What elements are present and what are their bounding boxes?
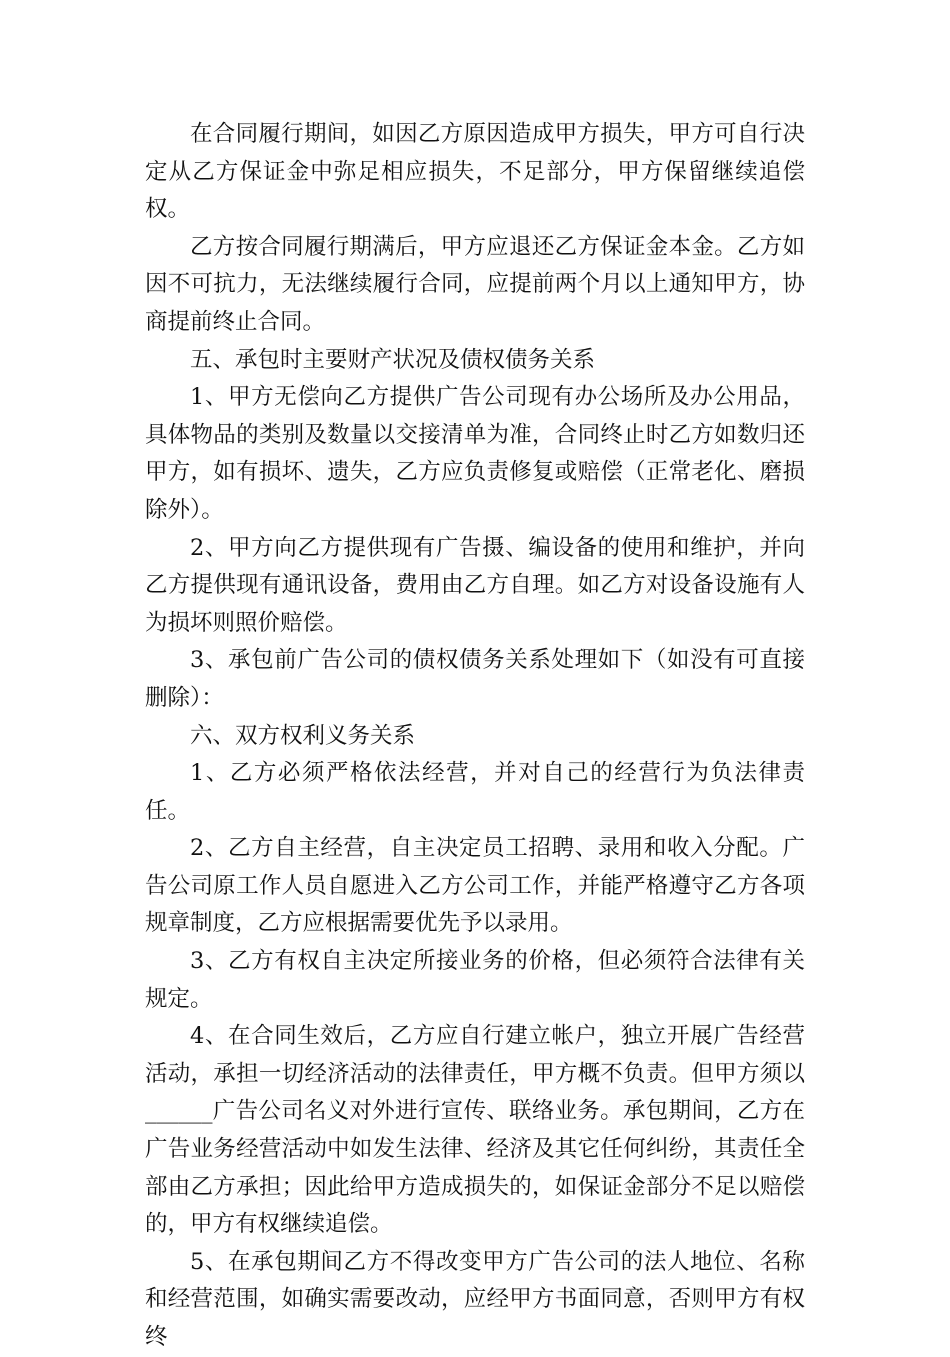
paragraph-deposit-compensation: 在合同履行期间，如因乙方原因造成甲方损失，甲方可自行决定从乙方保证金中弥足相应损失，不足部分，甲方保留继续追偿权。 <box>145 121 805 223</box>
paragraph-five-item-3: 3、承包前广告公司的债权债务关系处理如下（如没有可直接删除）： <box>145 647 805 711</box>
paragraph-six-item-1: 1、乙方必须严格依法经营，并对自己的经营行为负法律责任。 <box>145 760 805 824</box>
paragraph-six-item-2: 2、乙方自主经营，自主决定员工招聘、录用和收入分配。广告公司原工作人员自愿进入乙方公司工作，并能严格遵守乙方各项规章制度，乙方应根据需要优先予以录用。 <box>145 835 805 937</box>
paragraph-five-item-2: 2、甲方向乙方提供现有广告摄、编设备的使用和维护，并向乙方提供现有通讯设备，费用由乙方自理。如乙方对设备设施有人为损坏则照价赔偿。 <box>145 534 805 636</box>
paragraph-six-item-3: 3、乙方有权自主决定所接业务的价格，但必须符合法律有关规定。 <box>145 948 805 1012</box>
document-body <box>145 116 805 1357</box>
paragraph-six-item-4: 4、在合同生效后，乙方应自行建立帐户，独立开展广告经营活动，承担一切经济活动的法律责任，甲方概不负责。但甲方须以______广告公司名义对外进行宣传、联络业务。承包期间，乙方在广告业务经营活动中如发生法律、经济及其它任何纠纷，其责任全部由乙方承担；因此给甲方造成损失的，如保证金部分不足以赔偿的，甲方有权继续追偿。 <box>145 1023 805 1238</box>
section-heading-six: 六、双方权利义务关系 <box>190 722 416 749</box>
paragraph-six-item-5: 5、在承包期间乙方不得改变甲方广告公司的法人地位、名称和经营范围，如确实需要改动，应经甲方书面同意，否则甲方有权终 <box>145 1248 805 1350</box>
paragraph-five-item-1: 1、甲方无偿向乙方提供广告公司现有办公场所及办公用品，具体物品的类别及数量以交接清单为准，合同终止时乙方如数归还甲方，如有损坏、遗失，乙方应负责修复或赔偿（正常老化、磨损除外）。 <box>145 384 805 523</box>
section-heading-five: 五、承包时主要财产状况及债权债务关系 <box>190 346 596 373</box>
paragraph-deposit-refund: 乙方按合同履行期满后，甲方应退还乙方保证金本金。乙方如因不可抗力，无法继续履行合同，应提前两个月以上通知甲方，协商提前终止合同。 <box>145 233 805 335</box>
